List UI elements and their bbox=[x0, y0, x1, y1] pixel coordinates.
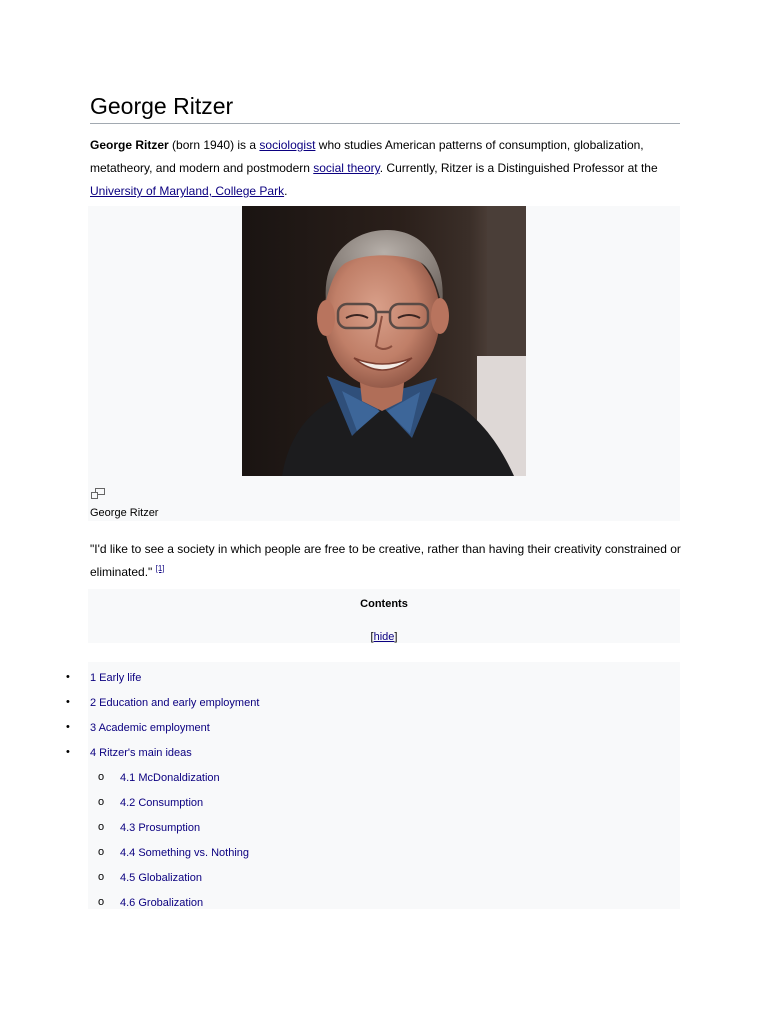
subbullet-icon: o bbox=[98, 796, 105, 808]
thumbnail-caption: George Ritzer bbox=[90, 507, 159, 519]
intro-text-1: (born 1940) is a bbox=[168, 138, 260, 152]
social-theory-link[interactable]: social theory bbox=[313, 161, 380, 175]
portrait-image bbox=[242, 206, 526, 476]
bullet-icon: • bbox=[66, 721, 70, 733]
sociologist-link[interactable]: sociologist bbox=[259, 138, 316, 152]
quote-text: "I'd like to see a society in which people are free to be creative, rather than having their creativity constrained or eliminated." bbox=[90, 542, 681, 579]
subbullet-icon: o bbox=[98, 821, 105, 833]
toc-subitem-prosumption[interactable]: 4.3 Prosumption bbox=[120, 822, 201, 834]
magnify-clip-icon[interactable] bbox=[91, 486, 105, 497]
toc-subitem-consumption[interactable]: 4.2 Consumption bbox=[120, 797, 204, 809]
bullet-icon: • bbox=[66, 671, 70, 683]
toc-subitem-grobalization[interactable]: 4.6 Grobalization bbox=[120, 897, 204, 909]
subbullet-icon: o bbox=[98, 846, 105, 858]
enlarge-icon bbox=[91, 488, 105, 499]
toc-bracket-open: [ bbox=[370, 631, 374, 643]
toc-toggle bbox=[88, 631, 680, 643]
intro-text-4: . bbox=[284, 184, 288, 198]
toc-subitem-globalization[interactable]: 4.5 Globalization bbox=[120, 872, 202, 884]
portrait-photo[interactable] bbox=[242, 206, 526, 476]
toc-subitem-something-vs-nothing[interactable]: 4.4 Something vs. Nothing bbox=[120, 847, 250, 859]
page-title: George Ritzer bbox=[90, 92, 680, 124]
subject-name: George Ritzer bbox=[90, 138, 169, 152]
quote-paragraph bbox=[90, 538, 690, 584]
thumbnail-box bbox=[88, 206, 680, 521]
toc-item-education[interactable]: 2 Education and early employment bbox=[90, 697, 260, 709]
toc-subitem-mcdonaldization[interactable]: 4.1 McDonaldization bbox=[120, 772, 220, 784]
reference-link[interactable]: [1] bbox=[155, 564, 165, 573]
university-link[interactable]: University of Maryland, College Park bbox=[90, 184, 285, 198]
toc-hide-link[interactable]: hide bbox=[373, 631, 395, 643]
intro-paragraph bbox=[90, 134, 660, 203]
subbullet-icon: o bbox=[98, 896, 105, 908]
toc-item-main-ideas[interactable]: 4 Ritzer's main ideas bbox=[90, 747, 192, 759]
intro-text-2: who studies American patterns of consumption, globalization, metatheory, and modern and postmodern bbox=[90, 138, 644, 175]
toc-bracket-close: ] bbox=[394, 631, 398, 643]
bullet-icon: • bbox=[66, 696, 70, 708]
toc-title: Contents bbox=[360, 598, 408, 610]
toc-item-early-life[interactable]: 1 Early life bbox=[90, 672, 142, 684]
toc-header bbox=[88, 589, 680, 643]
toc-item-academic-employment[interactable]: 3 Academic employment bbox=[90, 722, 210, 734]
intro-text-3: . Currently, Ritzer is a Distinguished Professor at the bbox=[379, 161, 658, 175]
bullet-icon: • bbox=[66, 746, 70, 758]
subbullet-icon: o bbox=[98, 871, 105, 883]
subbullet-icon: o bbox=[98, 771, 105, 783]
